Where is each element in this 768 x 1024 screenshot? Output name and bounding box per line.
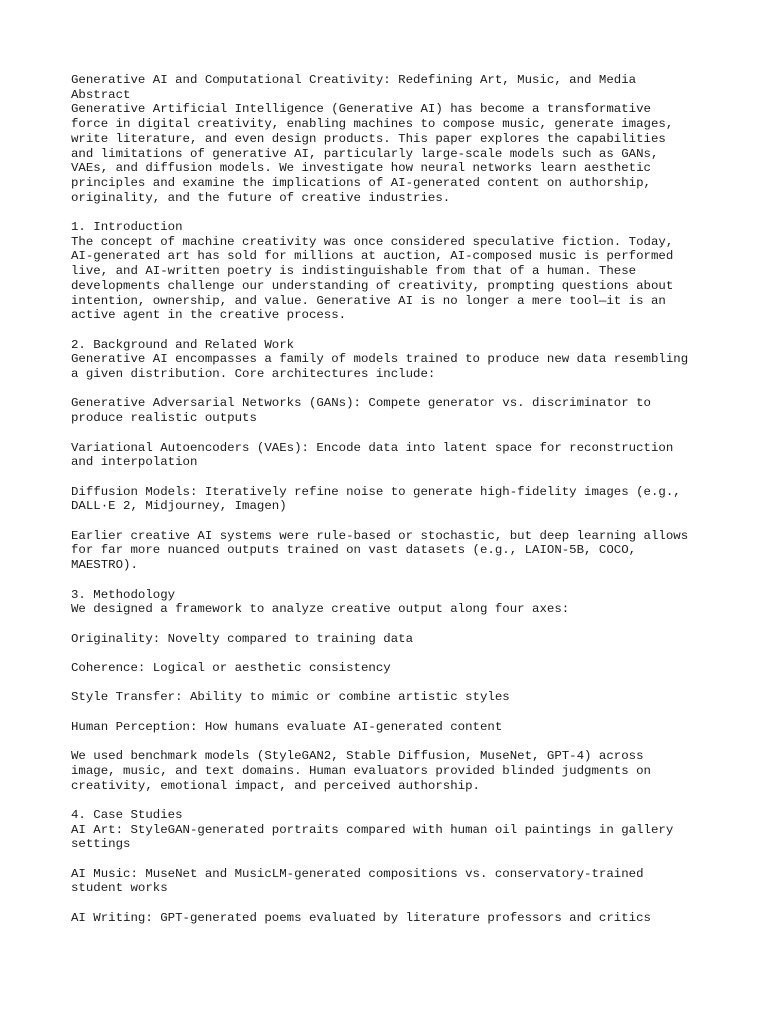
background-intro-paragraph: Generative AI encompasses a family of models trained to produce new data resembling a given distribution. Core architectures include: [71,352,689,382]
introduction-paragraph: The concept of machine creativity was once considered speculative fiction. Today, AI-generated art has sold for millions at auction, AI-composed music is performed live, and AI-written poetry is indistinguishable from that of a human. These developments challenge our understanding of creativity, prompting questions about intention, ownership, and value. Generative AI is no longer a mere tool—it is an active agent in the creative process. [71,234,674,323]
list-item: Variational Autoencoders (VAEs): Encode data into latent space for reconstruction and interpolation [71,440,674,470]
document-body [71,73,711,926]
methodology-heading: 3. Methodology [71,587,176,602]
list-item: Style Transfer: Ability to mimic or combine artistic styles [71,690,510,705]
background-closing-paragraph: Earlier creative AI systems were rule-based or stochastic, but deep learning allows for far more nuanced outputs trained on vast datasets (e.g., LAION-5B, COCO, MAESTRO). [71,528,689,573]
abstract-paragraph: Generative Artificial Intelligence (Generative AI) has become a transformative force in digital creativity, enabling machines to compose music, generate images, write literature, and even design products. This paper explores the capabilities and limitations of generative AI, particularly large-scale models such as GANs, VAEs, and diffusion models. We investigate how neural networks learn aesthetic principles and examine the implications of AI-generated content on authorship, originality, and the future of creative industries. [71,102,674,205]
case-studies-heading: 4. Case Studies [71,807,183,822]
list-item: Coherence: Logical or aesthetic consistency [71,660,391,675]
list-item: AI Writing: GPT-generated poems evaluated by literature professors and critics [71,910,651,925]
list-item: Originality: Novelty compared to training data [71,631,414,646]
methodology-closing-paragraph: We used benchmark models (StyleGAN2, Stable Diffusion, MuseNet, GPT-4) across image, music, and text domains. Human evaluators provided blinded judgments on creativity, emotional impact, and perceived authorship. [71,749,651,793]
methodology-intro: We designed a framework to analyze creative output along four axes: [71,602,570,617]
list-item: Diffusion Models: Iteratively refine noise to generate high-fidelity images (e.g., DALL·E 2, Midjourney, Imagen) [71,484,681,514]
list-item: Generative Adversarial Networks (GANs): Compete generator vs. discriminator to produce realistic outputs [71,396,651,426]
paper-title: Generative AI and Computational Creativity: Redefining Art, Music, and Media [71,73,637,87]
background-heading: 2. Background and Related Work [71,337,295,352]
abstract-heading: Abstract [71,87,131,102]
list-item: AI Art: StyleGAN-generated portraits compared with human oil paintings in gallery settings [71,822,674,852]
list-item: AI Music: MuseNet and MusicLM-generated compositions vs. conservatory-trained student works [71,866,644,896]
list-item: Human Perception: How humans evaluate AI-generated content [71,719,503,734]
introduction-heading: 1. Introduction [71,220,183,235]
